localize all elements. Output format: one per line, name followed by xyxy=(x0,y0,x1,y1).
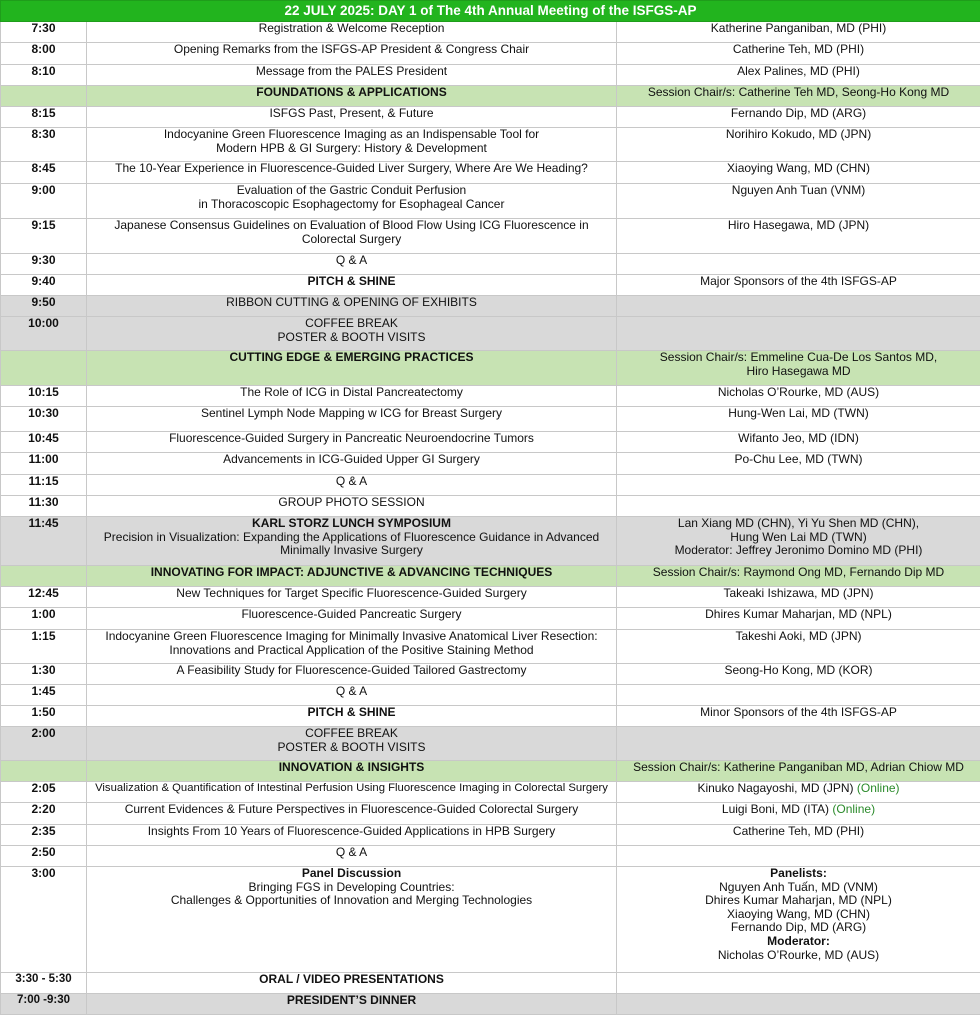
row-event xyxy=(87,386,617,407)
row-event xyxy=(87,706,617,727)
schedule-row xyxy=(1,386,980,407)
speaker-line: Nicholas O’Rourke, MD (AUS) xyxy=(717,385,880,399)
event-line: POSTER & BOOTH VISITS xyxy=(277,329,426,344)
speaker-line: Hiro Hasegawa MD xyxy=(746,363,851,378)
event-line: Panel Discussion xyxy=(301,866,402,880)
schedule-row xyxy=(1,43,980,65)
row-event xyxy=(87,782,617,803)
schedule-row xyxy=(1,296,980,317)
speaker-line: Xiaoying Wang, MD (CHN) xyxy=(727,906,870,921)
schedule-row xyxy=(1,587,980,608)
row-event xyxy=(87,761,617,782)
row-event xyxy=(87,587,617,608)
event-line: Colorectal Surgery xyxy=(301,231,402,246)
row-time: 3:30 - 5:30 xyxy=(1,973,87,994)
schedule-row xyxy=(1,608,980,630)
schedule-row xyxy=(1,727,980,761)
schedule-row xyxy=(1,496,980,517)
row-event xyxy=(87,107,617,128)
row-time: 8:10 xyxy=(1,65,87,86)
row-speaker xyxy=(617,386,980,407)
row-time: 8:45 xyxy=(1,162,87,184)
row-speaker xyxy=(617,296,980,317)
event-line: CUTTING EDGE & EMERGING PRACTICES xyxy=(229,350,474,364)
row-speaker xyxy=(617,432,980,453)
speaker-line: Moderator: Jeffrey Jeronimo Domino MD (PHI) xyxy=(674,543,923,558)
schedule-row xyxy=(1,184,980,219)
row-time: 1:45 xyxy=(1,685,87,706)
event-line: INNOVATING FOR IMPACT: ADJUNCTIVE & ADVANCING TECHNIQUES xyxy=(150,565,553,579)
event-line: Precision in Visualization: Expanding the Applications of Fluorescence Guidance in Advanced xyxy=(103,529,600,544)
row-speaker xyxy=(617,973,980,994)
schedule-row xyxy=(1,351,980,386)
row-time: 9:15 xyxy=(1,219,87,254)
schedule-row xyxy=(1,566,980,587)
event-line: INNOVATION & INSIGHTS xyxy=(278,760,425,774)
speaker-line: Wifanto Jeo, MD (IDN) xyxy=(738,431,859,445)
row-event xyxy=(87,517,617,566)
row-event xyxy=(87,496,617,517)
row-speaker xyxy=(617,685,980,706)
schedule-row xyxy=(1,782,980,803)
schedule-row xyxy=(1,219,980,254)
row-time: 1:00 xyxy=(1,608,87,630)
row-event xyxy=(87,630,617,664)
row-speaker xyxy=(617,43,980,65)
speaker-line: Catherine Teh, MD (PHI) xyxy=(732,824,865,838)
speaker-line: Kinuko Nagayoshi, MD (JPN) xyxy=(697,781,854,795)
schedule-row xyxy=(1,86,980,107)
event-line: Evaluation of the Gastric Conduit Perfusion xyxy=(236,183,467,197)
row-event xyxy=(87,994,617,1015)
row-speaker xyxy=(617,254,980,275)
event-line: Q & A xyxy=(335,684,368,698)
row-event xyxy=(87,566,617,587)
row-time: 7:00 -9:30 xyxy=(1,994,87,1015)
schedule-row xyxy=(1,630,980,664)
row-time: 10:45 xyxy=(1,432,87,453)
row-event xyxy=(87,407,617,432)
row-speaker xyxy=(617,65,980,86)
event-line: PITCH & SHINE xyxy=(307,705,396,719)
row-time: 2:50 xyxy=(1,846,87,867)
schedule-row xyxy=(1,825,980,846)
event-line: Visualization & Quantification of Intestinal Perfusion Using Fluorescence Imaging in Colorectal Surgery xyxy=(95,782,608,794)
speaker-line: Katherine Panganiban, MD (PHI) xyxy=(710,21,887,35)
speaker-line: Hung Wen Lai MD (TWN) xyxy=(730,529,867,544)
event-line: COFFEE BREAK xyxy=(305,726,398,740)
schedule-row xyxy=(1,685,980,706)
row-speaker xyxy=(617,184,980,219)
event-line: FOUNDATIONS & APPLICATIONS xyxy=(256,85,447,99)
schedule-row xyxy=(1,65,980,86)
event-line: A Feasibility Study for Fluorescence-Guided Tailored Gastrectomy xyxy=(176,663,527,677)
row-time: 10:15 xyxy=(1,386,87,407)
row-event xyxy=(87,867,617,973)
event-line: The 10-Year Experience in Fluorescence-Guided Liver Surgery, Where Are We Heading? xyxy=(115,161,588,175)
row-event xyxy=(87,664,617,685)
row-event xyxy=(87,184,617,219)
row-time: 11:00 xyxy=(1,453,87,475)
row-event xyxy=(87,825,617,846)
row-speaker xyxy=(617,128,980,162)
row-time xyxy=(1,566,87,587)
schedule-row xyxy=(1,994,980,1015)
row-speaker xyxy=(617,706,980,727)
event-line: Advancements in ICG-Guided Upper GI Surgery xyxy=(223,452,480,466)
row-time xyxy=(1,761,87,782)
speaker-line: Luigi Boni, MD (ITA) xyxy=(721,802,830,816)
event-line: Q & A xyxy=(335,474,368,488)
event-line: Current Evidences & Future Perspectives in Fluorescence-Guided Colorectal Surgery xyxy=(124,802,579,816)
event-line: PITCH & SHINE xyxy=(307,274,396,288)
schedule-row xyxy=(1,407,980,432)
speaker-line: Dhires Kumar Maharjan, MD (NPL) xyxy=(705,607,892,621)
speaker-line: Nguyen Anh Tuan (VNM) xyxy=(731,183,866,197)
row-event xyxy=(87,453,617,475)
row-event xyxy=(87,475,617,496)
row-time: 2:05 xyxy=(1,782,87,803)
row-time: 11:30 xyxy=(1,496,87,517)
event-line: The Role of ICG in Distal Pancreatectomy xyxy=(240,385,463,399)
row-speaker xyxy=(617,782,980,803)
event-line: POSTER & BOOTH VISITS xyxy=(277,739,426,754)
schedule-row xyxy=(1,128,980,162)
online-badge: (Online) xyxy=(856,781,900,795)
row-time: 8:00 xyxy=(1,43,87,65)
speaker-line: Xiaoying Wang, MD (CHN) xyxy=(727,161,870,175)
row-speaker xyxy=(617,587,980,608)
event-line: Insights From 10 Years of Fluorescence-Guided Applications in HPB Surgery xyxy=(147,824,556,838)
schedule-row xyxy=(1,162,980,184)
row-time: 12:45 xyxy=(1,587,87,608)
row-time: 2:20 xyxy=(1,803,87,825)
row-time xyxy=(1,351,87,386)
schedule-row xyxy=(1,846,980,867)
row-time: 9:30 xyxy=(1,254,87,275)
speaker-line: Fernando Dip, MD (ARG) xyxy=(730,106,867,120)
online-badge: (Online) xyxy=(832,802,876,816)
row-time: 1:50 xyxy=(1,706,87,727)
event-line: in Thoracoscopic Esophagectomy for Esophageal Cancer xyxy=(198,196,505,211)
speaker-line: Moderator: xyxy=(767,933,830,948)
speaker-line: Po-Chu Lee, MD (TWN) xyxy=(734,452,863,466)
speaker-line: Fernando Dip, MD (ARG) xyxy=(730,920,867,935)
speaker-line: Lan Xiang MD (CHN), Yi Yu Shen MD (CHN), xyxy=(677,516,920,530)
schedule-row xyxy=(1,254,980,275)
row-event xyxy=(87,254,617,275)
event-line: Registration & Welcome Reception xyxy=(258,21,445,35)
row-time: 1:15 xyxy=(1,630,87,664)
row-speaker xyxy=(617,219,980,254)
row-speaker xyxy=(617,566,980,587)
row-event xyxy=(87,86,617,107)
row-event xyxy=(87,432,617,453)
row-time: 11:45 xyxy=(1,517,87,566)
schedule-row xyxy=(1,517,980,566)
row-speaker xyxy=(617,162,980,184)
event-line: Innovations and Practical Application of the Positive Staining Method xyxy=(169,642,534,657)
row-speaker xyxy=(617,846,980,867)
row-event xyxy=(87,296,617,317)
schedule-row xyxy=(1,973,980,994)
schedule-row xyxy=(1,706,980,727)
schedule-row xyxy=(1,803,980,825)
speaker-line: Panelists: xyxy=(770,866,827,880)
row-speaker xyxy=(617,107,980,128)
speaker-line: Hung-Wen Lai, MD (TWN) xyxy=(728,406,869,420)
row-event xyxy=(87,128,617,162)
speaker-line: Session Chair/s: Emmeline Cua-De Los Santos MD, xyxy=(659,350,938,364)
event-line: Challenges & Opportunities of Innovation and Merging Technologies xyxy=(170,893,533,908)
speaker-line: Nicholas O’Rourke, MD (AUS) xyxy=(717,947,880,962)
row-speaker xyxy=(617,994,980,1015)
row-time: 2:00 xyxy=(1,727,87,761)
row-event xyxy=(87,317,617,351)
event-line: Fluorescence-Guided Pancreatic Surgery xyxy=(241,607,462,621)
event-line: Message from the PALES President xyxy=(255,64,448,78)
row-time: 2:35 xyxy=(1,825,87,846)
row-time xyxy=(1,86,87,107)
event-line: New Techniques for Target Specific Fluorescence-Guided Surgery xyxy=(176,586,527,600)
schedule-title: 22 JULY 2025: DAY 1 of The 4th Annual Meeting of the ISFGS-AP xyxy=(1,1,980,22)
schedule-row xyxy=(1,664,980,685)
row-speaker xyxy=(617,727,980,761)
event-line: Q & A xyxy=(335,845,368,859)
row-event xyxy=(87,219,617,254)
row-event xyxy=(87,22,617,43)
event-line: COFFEE BREAK xyxy=(305,316,398,330)
speaker-line: Dhires Kumar Maharjan, MD (NPL) xyxy=(705,893,892,908)
schedule-row xyxy=(1,432,980,453)
row-speaker xyxy=(617,475,980,496)
row-time: 1:30 xyxy=(1,664,87,685)
speaker-line: Norihiro Kokudo, MD (JPN) xyxy=(725,127,872,141)
row-speaker xyxy=(617,22,980,43)
speaker-line: Seong-Ho Kong, MD (KOR) xyxy=(724,663,873,677)
row-speaker xyxy=(617,317,980,351)
row-event xyxy=(87,608,617,630)
event-line: Q & A xyxy=(335,253,368,267)
row-time: 11:15 xyxy=(1,475,87,496)
speaker-line: Takeshi Aoki, MD (JPN) xyxy=(735,629,862,643)
event-line: Fluorescence-Guided Surgery in Pancreatic Neuroendocrine Tumors xyxy=(169,431,534,445)
event-line: Bringing FGS in Developing Countries: xyxy=(248,879,455,894)
event-line: Minimally Invasive Surgery xyxy=(280,543,423,558)
row-event xyxy=(87,727,617,761)
event-line: Indocyanine Green Fluorescence Imaging for Minimally Invasive Anatomical Liver Resection: xyxy=(105,629,598,643)
row-event xyxy=(87,685,617,706)
row-event xyxy=(87,275,617,296)
speaker-line: Session Chair/s: Catherine Teh MD, Seong-Ho Kong MD xyxy=(647,85,950,99)
row-speaker xyxy=(617,630,980,664)
speaker-line: Catherine Teh, MD (PHI) xyxy=(732,42,865,56)
schedule-row xyxy=(1,453,980,475)
event-line: Sentinel Lymph Node Mapping w ICG for Breast Surgery xyxy=(200,406,503,420)
event-line: Japanese Consensus Guidelines on Evaluation of Blood Flow Using ICG Fluorescence in xyxy=(114,218,589,232)
event-line: GROUP PHOTO SESSION xyxy=(278,495,425,509)
row-speaker xyxy=(617,867,980,973)
speaker-line: Alex Palines, MD (PHI) xyxy=(737,64,860,78)
row-time: 9:50 xyxy=(1,296,87,317)
schedule-row xyxy=(1,275,980,296)
row-time: 8:30 xyxy=(1,128,87,162)
speaker-line: Takeaki Ishizawa, MD (JPN) xyxy=(723,586,874,600)
row-event xyxy=(87,973,617,994)
row-time: 9:00 xyxy=(1,184,87,219)
row-event xyxy=(87,846,617,867)
row-speaker xyxy=(617,351,980,386)
row-speaker xyxy=(617,608,980,630)
row-event xyxy=(87,65,617,86)
event-line: RIBBON CUTTING & OPENING OF EXHIBITS xyxy=(226,295,477,309)
speaker-line: Minor Sponsors of the 4th ISFGS-AP xyxy=(700,705,897,719)
speaker-line: Hiro Hasegawa, MD (JPN) xyxy=(727,218,870,232)
schedule-row xyxy=(1,22,980,43)
row-event xyxy=(87,803,617,825)
row-speaker xyxy=(617,275,980,296)
row-time: 3:00 xyxy=(1,867,87,973)
row-time: 10:30 xyxy=(1,407,87,432)
row-time: 9:40 xyxy=(1,275,87,296)
row-time: 7:30 xyxy=(1,22,87,43)
row-speaker xyxy=(617,517,980,566)
event-line: ISFGS Past, Present, & Future xyxy=(269,106,434,120)
schedule-body xyxy=(1,22,980,1015)
row-speaker xyxy=(617,453,980,475)
row-event xyxy=(87,162,617,184)
schedule-row xyxy=(1,107,980,128)
event-line: Modern HPB & GI Surgery: History & Development xyxy=(216,140,487,155)
speaker-line: Session Chair/s: Raymond Ong MD, Fernando Dip MD xyxy=(652,565,945,579)
speaker-line: Nguyen Anh Tuấn, MD (VNM) xyxy=(719,879,878,894)
row-event xyxy=(87,43,617,65)
speaker-line: Major Sponsors of the 4th ISFGS-AP xyxy=(700,274,897,288)
event-line: KARL STORZ LUNCH SYMPOSIUM xyxy=(252,516,451,530)
row-speaker xyxy=(617,803,980,825)
row-event xyxy=(87,351,617,386)
event-line: Opening Remarks from the ISFGS-AP President & Congress Chair xyxy=(173,42,530,56)
row-speaker xyxy=(617,86,980,107)
schedule-row xyxy=(1,317,980,351)
schedule-row xyxy=(1,475,980,496)
event-line: Indocyanine Green Fluorescence Imaging as an Indispensable Tool for xyxy=(163,127,540,141)
speaker-line: Session Chair/s: Katherine Panganiban MD, Adrian Chiow MD xyxy=(633,760,964,774)
event-line: ORAL / VIDEO PRESENTATIONS xyxy=(259,972,444,986)
schedule-row xyxy=(1,867,980,973)
schedule-row xyxy=(1,761,980,782)
row-speaker xyxy=(617,496,980,517)
row-speaker xyxy=(617,761,980,782)
event-line: PRESIDENT’S DINNER xyxy=(286,993,417,1007)
row-speaker xyxy=(617,825,980,846)
row-time: 8:15 xyxy=(1,107,87,128)
row-speaker xyxy=(617,664,980,685)
row-time: 10:00 xyxy=(1,317,87,351)
row-speaker xyxy=(617,407,980,432)
